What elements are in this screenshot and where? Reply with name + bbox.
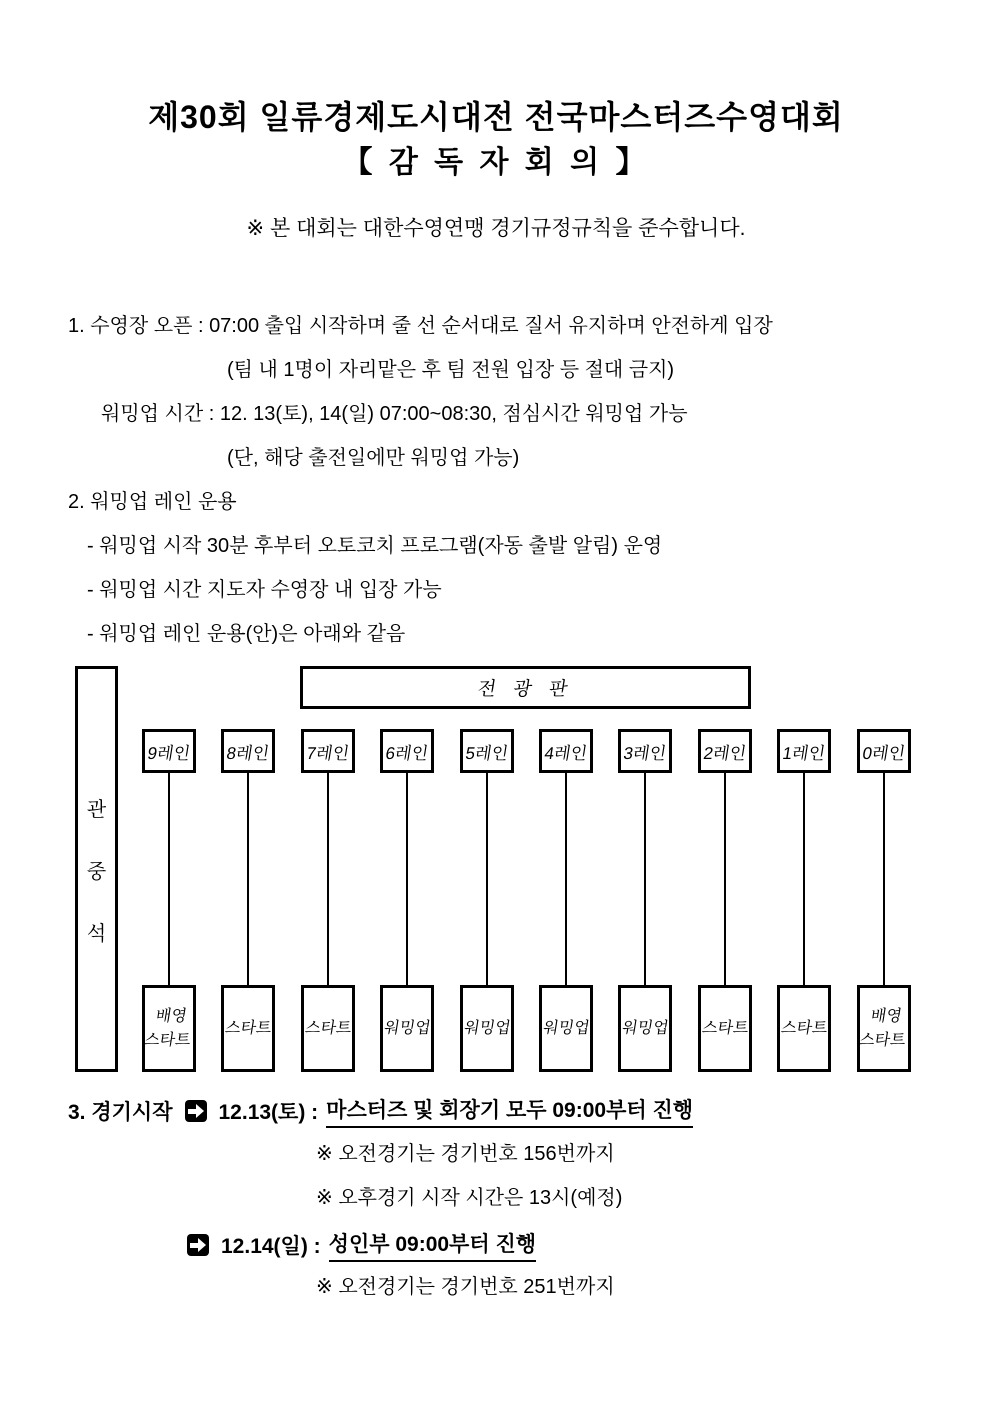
lane-connector-line [247,773,249,985]
lane-label-box [142,729,196,773]
lane-connector-line [406,773,408,985]
lane-assignment-label: 워밍업 [620,1019,670,1037]
lane-label-box [857,729,911,773]
lane-connector-line [565,773,567,985]
warmup-time-line: 워밍업 시간 : 12. 13(토), 14(일) 07:00~08:30, 점심시간 워밍업 가능 [101,403,688,425]
lane-label-box [539,729,593,773]
lane-assignment-label: 워밍업 [462,1019,512,1037]
lane-column-3 [618,729,672,1072]
lane-column-8 [221,729,275,1072]
lane-assignment-box [857,985,911,1072]
lane-assignment-box [142,985,196,1072]
lane-column-0 [857,729,911,1072]
lane-assignment-label: 워밍업 [382,1019,432,1037]
lane-connector-line [803,773,805,985]
day2-detail: 성인부 09:00부터 진행 [329,1228,536,1262]
warmup-lane-item-1: - 워밍업 시작 30분 후부터 오토코치 프로그램(자동 출발 알림) 운영 [87,535,663,557]
day1-note-1: ※ 오전경기는 경기번호 156번까지 [316,1143,615,1165]
lane-label: 5레인 [464,743,510,763]
lane-column-5 [460,729,514,1072]
day2-date-label: 12.14(일) : [221,1235,321,1258]
lane-column-4 [539,729,593,1072]
game-start-heading: 3. 경기시작 [68,1101,173,1124]
day1-date-label: 12.13(토) : [218,1101,319,1124]
lane-label: 8레인 [225,743,271,763]
spectator-char: 관 [86,798,107,821]
lane-label-box [618,729,672,773]
page-title: 제30회 일류경제도시대전 전국마스터즈수영대회 [148,99,844,135]
lane-label: 6레인 [384,743,430,763]
lane-assignment-label: 워밍업 [541,1019,591,1037]
pool-open-note: (팀 내 1명이 자리맡은 후 팀 전원 입장 등 절대 금지) [227,359,675,381]
lane-connector-line [644,773,646,985]
lane-assignment-box [618,985,672,1072]
lane-assignment-label: 배영 스타트 [142,1007,192,1049]
warmup-lane-heading: 2. 워밍업 레인 운용 [68,491,237,513]
pool-open-line: 1. 수영장 오픈 : 07:00 출입 시작하며 줄 선 순서대로 질서 유지하며 안전하게 입장 [68,315,773,337]
lane-column-9 [142,729,196,1072]
lane-assignment-box [539,985,593,1072]
lane-label: 0레인 [861,743,907,763]
page-subtitle: 【 감 독 자 회 의 】 [342,146,650,179]
lane-label: 1레인 [781,743,827,763]
scoreboard-label: 전 광 판 [475,679,575,700]
lane-assignment-box [380,985,434,1072]
lane-assignment-box [698,985,752,1072]
lane-label: 9레인 [146,743,192,763]
lane-assignment-label: 스타트 [700,1019,750,1037]
lane-connector-line [724,773,726,985]
lane-connector-line [168,773,170,985]
lane-assignment-label: 배영 스타트 [857,1007,907,1049]
lane-label: 4레인 [543,743,589,763]
lane-assignment-box [777,985,831,1072]
spectator-char: 중 [86,860,107,883]
lane-label-box [460,729,514,773]
lane-assignment-box [460,985,514,1072]
arrow-icon [187,1234,209,1256]
day2-note-1: ※ 오전경기는 경기번호 251번까지 [316,1276,615,1298]
lane-assignment-label: 스타트 [303,1019,353,1037]
lane-connector-line [486,773,488,985]
arrow-icon [185,1100,207,1122]
lane-connector-line [883,773,885,985]
lane-label-box [777,729,831,773]
game-start-day1-line [68,1094,693,1128]
spectator-char: 석 [86,922,107,945]
lane-column-1 [777,729,831,1072]
lane-label-box [301,729,355,773]
day1-note-2: ※ 오후경기 시작 시간은 13시(예정) [316,1187,623,1209]
lane-column-6 [380,729,434,1072]
lane-label-box [221,729,275,773]
spectator-stand-box [75,666,118,1072]
lane-assignment-label: 스타트 [223,1019,273,1037]
lane-column-2 [698,729,752,1072]
lane-connector-line [327,773,329,985]
game-start-day2-line [187,1228,536,1262]
lane-label-box [380,729,434,773]
lane-label-box [698,729,752,773]
lane-assignment-box [221,985,275,1072]
warmup-lane-item-3: - 워밍업 레인 운용(안)은 아래와 같음 [87,623,406,645]
day1-detail: 마스터즈 및 회장기 모두 09:00부터 진행 [326,1094,693,1128]
lane-label: 2레인 [702,743,748,763]
lane-label: 3레인 [622,743,668,763]
scoreboard-box [300,666,751,709]
lane-assignment-box [301,985,355,1072]
lane-assignment-label: 스타트 [779,1019,829,1037]
lane-label: 7레인 [305,743,351,763]
warmup-time-note: (단, 해당 출전일에만 워밍업 가능) [227,447,520,469]
rules-notice: ※ 본 대회는 대한수영연맹 경기규정규칙을 준수합니다. [246,217,746,240]
lane-column-7 [301,729,355,1072]
warmup-lane-item-2: - 워밍업 시간 지도자 수영장 내 입장 가능 [87,579,442,601]
